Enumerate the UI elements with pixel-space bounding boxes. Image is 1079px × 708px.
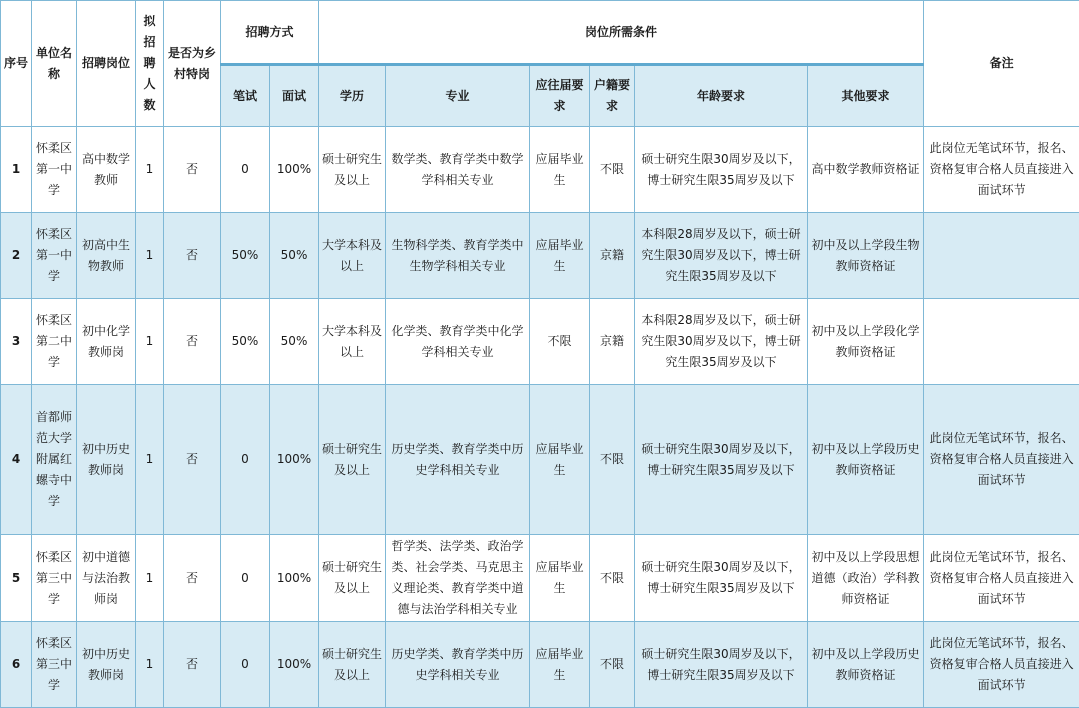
cell-hukou: 不限 (590, 622, 635, 708)
cell-position: 初中道德与法治教师岗 (77, 535, 136, 622)
cell-other: 初中及以上学段历史教师资格证 (808, 385, 924, 535)
cell-position: 初中历史教师岗 (77, 385, 136, 535)
cell-rural: 否 (164, 213, 221, 299)
header-seq: 序号 (1, 1, 32, 127)
cell-count: 1 (136, 622, 164, 708)
cell-other: 初中及以上学段思想道德（政治）学科教师资格证 (808, 535, 924, 622)
cell-interview: 100% (270, 385, 319, 535)
cell-position: 高中数学教师 (77, 127, 136, 213)
cell-seq: 5 (1, 535, 32, 622)
header-notes: 备注 (924, 1, 1079, 127)
header-conditions: 岗位所需条件 (319, 1, 924, 65)
cell-rural: 否 (164, 385, 221, 535)
cell-major: 化学类、教育学类中化学学科相关专业 (386, 299, 530, 385)
cell-unit: 怀柔区第一中学 (32, 127, 77, 213)
cell-interview: 100% (270, 535, 319, 622)
cell-graduate: 应届毕业生 (530, 213, 590, 299)
cell-count: 1 (136, 535, 164, 622)
cell-major: 哲学类、法学类、政治学类、社会学类、马克思主义理论类、教育学类中道德与法治学科相关专业 (386, 535, 530, 622)
header-written: 笔试 (221, 65, 270, 127)
header-rural: 是否为乡村特岗 (164, 1, 221, 127)
header-position: 招聘岗位 (77, 1, 136, 127)
table-row (1, 385, 1079, 535)
cell-written: 0 (221, 622, 270, 708)
header-unit: 单位名称 (32, 1, 77, 127)
table-row (1, 127, 1079, 213)
cell-written: 50% (221, 299, 270, 385)
cell-graduate: 不限 (530, 299, 590, 385)
cell-hukou: 京籍 (590, 213, 635, 299)
cell-age: 本科限28周岁及以下，硕士研究生限30周岁及以下，博士研究生限35周岁及以下 (635, 213, 808, 299)
cell-graduate: 应届毕业生 (530, 127, 590, 213)
header-graduate: 应往届要求 (530, 65, 590, 127)
cell-notes: 此岗位无笔试环节，报名、资格复审合格人员直接进入面试环节 (924, 385, 1079, 535)
cell-seq: 4 (1, 385, 32, 535)
cell-count: 1 (136, 299, 164, 385)
cell-major: 历史学类、教育学类中历史学科相关专业 (386, 622, 530, 708)
cell-education: 硕士研究生及以上 (319, 622, 386, 708)
header-other: 其他要求 (808, 65, 924, 127)
header-method: 招聘方式 (221, 1, 319, 65)
header-education: 学历 (319, 65, 386, 127)
cell-age: 本科限28周岁及以下，硕士研究生限30周岁及以下，博士研究生限35周岁及以下 (635, 299, 808, 385)
cell-interview: 50% (270, 213, 319, 299)
cell-major: 生物科学类、教育学类中生物学科相关专业 (386, 213, 530, 299)
cell-education: 硕士研究生及以上 (319, 127, 386, 213)
cell-other: 初中及以上学段化学教师资格证 (808, 299, 924, 385)
cell-major: 历史学类、教育学类中历史学科相关专业 (386, 385, 530, 535)
cell-written: 0 (221, 385, 270, 535)
table-row (1, 299, 1079, 385)
cell-hukou: 不限 (590, 127, 635, 213)
cell-education: 大学本科及以上 (319, 299, 386, 385)
table-row (1, 622, 1079, 708)
table-row (1, 535, 1079, 622)
cell-seq: 3 (1, 299, 32, 385)
header-age: 年龄要求 (635, 65, 808, 127)
table-header (1, 1, 1079, 127)
cell-age: 硕士研究生限30周岁及以下，博士研究生限35周岁及以下 (635, 385, 808, 535)
cell-count: 1 (136, 127, 164, 213)
cell-age: 硕士研究生限30周岁及以下，博士研究生限35周岁及以下 (635, 535, 808, 622)
cell-seq: 1 (1, 127, 32, 213)
cell-interview: 100% (270, 127, 319, 213)
cell-age: 硕士研究生限30周岁及以下，博士研究生限35周岁及以下 (635, 127, 808, 213)
cell-written: 0 (221, 127, 270, 213)
cell-rural: 否 (164, 299, 221, 385)
cell-education: 硕士研究生及以上 (319, 535, 386, 622)
cell-count: 1 (136, 213, 164, 299)
cell-position: 初高中生物教师 (77, 213, 136, 299)
header-interview: 面试 (270, 65, 319, 127)
cell-rural: 否 (164, 127, 221, 213)
cell-education: 大学本科及以上 (319, 213, 386, 299)
cell-position: 初中历史教师岗 (77, 622, 136, 708)
cell-graduate: 应届毕业生 (530, 385, 590, 535)
cell-notes (924, 299, 1079, 385)
cell-other: 初中及以上学段历史教师资格证 (808, 622, 924, 708)
cell-interview: 50% (270, 299, 319, 385)
cell-position: 初中化学教师岗 (77, 299, 136, 385)
cell-rural: 否 (164, 535, 221, 622)
cell-notes: 此岗位无笔试环节，报名、资格复审合格人员直接进入面试环节 (924, 127, 1079, 213)
header-major: 专业 (386, 65, 530, 127)
cell-count: 1 (136, 385, 164, 535)
cell-age: 硕士研究生限30周岁及以下，博士研究生限35周岁及以下 (635, 622, 808, 708)
cell-seq: 6 (1, 622, 32, 708)
cell-interview: 100% (270, 622, 319, 708)
cell-hukou: 京籍 (590, 299, 635, 385)
cell-graduate: 应届毕业生 (530, 622, 590, 708)
cell-unit: 怀柔区第三中学 (32, 535, 77, 622)
header-hukou: 户籍要求 (590, 65, 635, 127)
header-count: 拟招聘人数 (136, 1, 164, 127)
table-body (1, 127, 1079, 708)
cell-unit: 首都师范大学附属红螺寺中学 (32, 385, 77, 535)
cell-seq: 2 (1, 213, 32, 299)
cell-unit: 怀柔区第一中学 (32, 213, 77, 299)
cell-written: 0 (221, 535, 270, 622)
cell-notes (924, 213, 1079, 299)
table-row (1, 213, 1079, 299)
cell-other: 初中及以上学段生物教师资格证 (808, 213, 924, 299)
cell-unit: 怀柔区第三中学 (32, 622, 77, 708)
cell-unit: 怀柔区第二中学 (32, 299, 77, 385)
cell-graduate: 应届毕业生 (530, 535, 590, 622)
cell-education: 硕士研究生及以上 (319, 385, 386, 535)
cell-rural: 否 (164, 622, 221, 708)
cell-major: 数学类、教育学类中数学学科相关专业 (386, 127, 530, 213)
cell-notes: 此岗位无笔试环节，报名、资格复审合格人员直接进入面试环节 (924, 622, 1079, 708)
cell-notes: 此岗位无笔试环节，报名、资格复审合格人员直接进入面试环节 (924, 535, 1079, 622)
cell-hukou: 不限 (590, 385, 635, 535)
cell-written: 50% (221, 213, 270, 299)
cell-hukou: 不限 (590, 535, 635, 622)
cell-other: 高中数学教师资格证 (808, 127, 924, 213)
